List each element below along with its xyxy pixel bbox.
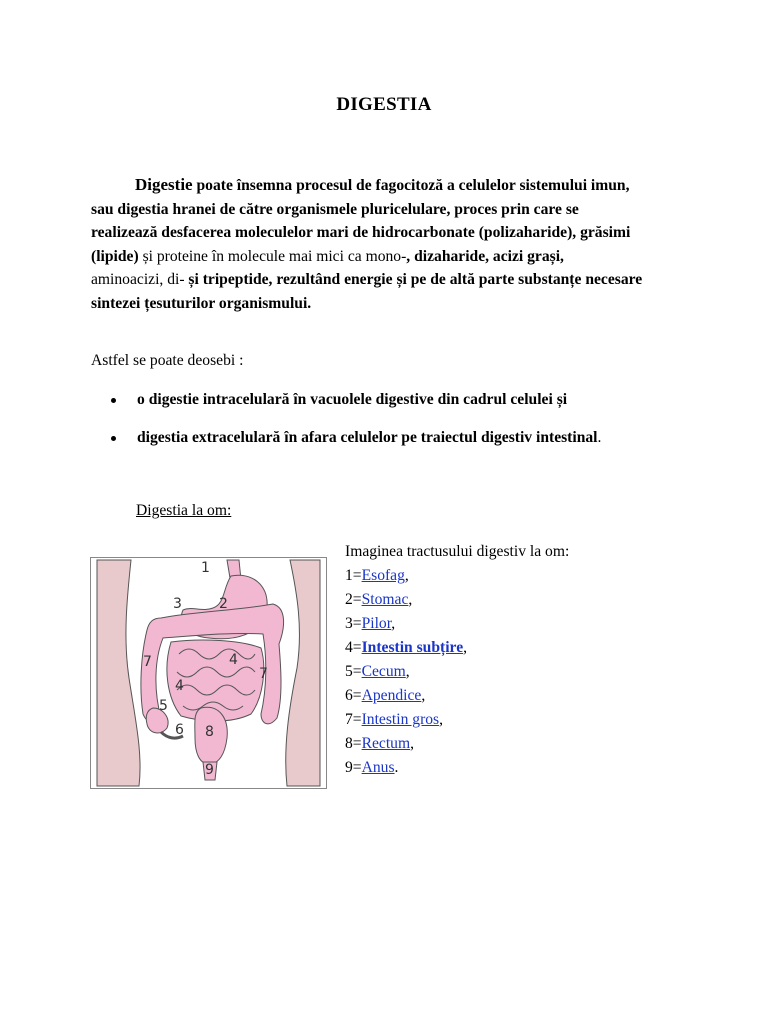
pilor-link[interactable]: Pilor bbox=[361, 615, 392, 632]
legend-item-pilor: 3=Pilor, bbox=[345, 615, 396, 632]
legend-item-esofag: 1=Esofag, bbox=[345, 567, 409, 584]
page-title: DIGESTIA bbox=[336, 94, 432, 115]
esofag-link[interactable]: Esofag bbox=[361, 567, 405, 584]
intro-line-3: realizează desfacerea moleculelor mari de hidrocarbonate (polizaharide), grăsimi bbox=[91, 224, 631, 241]
section-subheading: Digestia la om: bbox=[136, 502, 232, 519]
legend-item-intestin-gros: 7=Intestin gros, bbox=[345, 711, 444, 728]
legend-item-apendice: 6=Apendice, bbox=[345, 687, 426, 704]
digestive-tract-figure bbox=[90, 557, 327, 789]
figure-label: 1 bbox=[201, 560, 210, 576]
list-item: digestia extracelulară în afara celulelor pe traiectul digestiv intestinal. bbox=[111, 428, 601, 448]
body-left-side bbox=[97, 560, 140, 786]
figure-label: 9 bbox=[205, 762, 214, 778]
apendice-link[interactable]: Apendice bbox=[361, 687, 422, 704]
anus-link[interactable]: Anus bbox=[361, 759, 395, 776]
legend-heading: Imaginea tractusului digestiv la om: bbox=[345, 543, 570, 560]
legend-item-intestin-subtire: 4=Intestin subțire, bbox=[345, 639, 468, 656]
intro-line-2: sau digestia hranei de către organismele pluricelulare, proces prin care se bbox=[91, 200, 579, 218]
intro-line-1: Digestie poate însemna procesul de fagocitoză a celulelor sistemului imun, bbox=[135, 175, 630, 194]
figure-label: 8 bbox=[205, 724, 214, 740]
intestin-subtire-link[interactable]: Intestin subțire bbox=[361, 639, 464, 656]
figure-label: 2 bbox=[219, 596, 228, 612]
astfel-text: Astfel se poate deosebi : bbox=[91, 352, 244, 369]
list-item: o digestie intracelulară în vacuolele digestive din cadrul celulei și bbox=[111, 390, 601, 410]
cecum-link[interactable]: Cecum bbox=[361, 663, 406, 680]
figure-label: 4 bbox=[229, 652, 238, 668]
figure-label: 7 bbox=[259, 666, 268, 682]
body-right-side bbox=[286, 560, 320, 786]
legend-item-anus: 9=Anus. bbox=[345, 759, 399, 776]
figure-label: 4 bbox=[175, 678, 184, 694]
intro-line-5: aminoacizi, di- și tripeptide, rezultând energie și pe de altă parte substanțe necesare bbox=[91, 271, 643, 288]
legend-item-cecum: 5=Cecum, bbox=[345, 663, 410, 680]
bullet-icon bbox=[111, 436, 116, 441]
figure-legend bbox=[345, 540, 569, 780]
intro-line-6: sintezei țesuturilor organismului. bbox=[91, 294, 312, 312]
rectum-link[interactable]: Rectum bbox=[361, 735, 411, 752]
legend-item-rectum: 8=Rectum, bbox=[345, 735, 415, 752]
figure-label: 5 bbox=[159, 698, 168, 714]
digestion-types-list bbox=[111, 390, 601, 448]
intro-paragraph bbox=[91, 173, 691, 315]
bullet-icon bbox=[111, 398, 116, 403]
stomac-link[interactable]: Stomac bbox=[361, 591, 409, 608]
intro-line-4: (lipide) și proteine în molecule mai mici ca mono-, dizaharide, acizi grași, bbox=[91, 247, 564, 265]
intestin-gros-link[interactable]: Intestin gros bbox=[361, 711, 440, 728]
intro-lead-term: Digestie bbox=[135, 175, 193, 194]
figure-label: 3 bbox=[173, 596, 182, 612]
legend-item-stomac: 2=Stomac, bbox=[345, 591, 413, 608]
figure-label: 6 bbox=[175, 722, 184, 738]
figure-label: 7 bbox=[143, 654, 152, 670]
digestive-tract-illustration bbox=[91, 558, 326, 788]
